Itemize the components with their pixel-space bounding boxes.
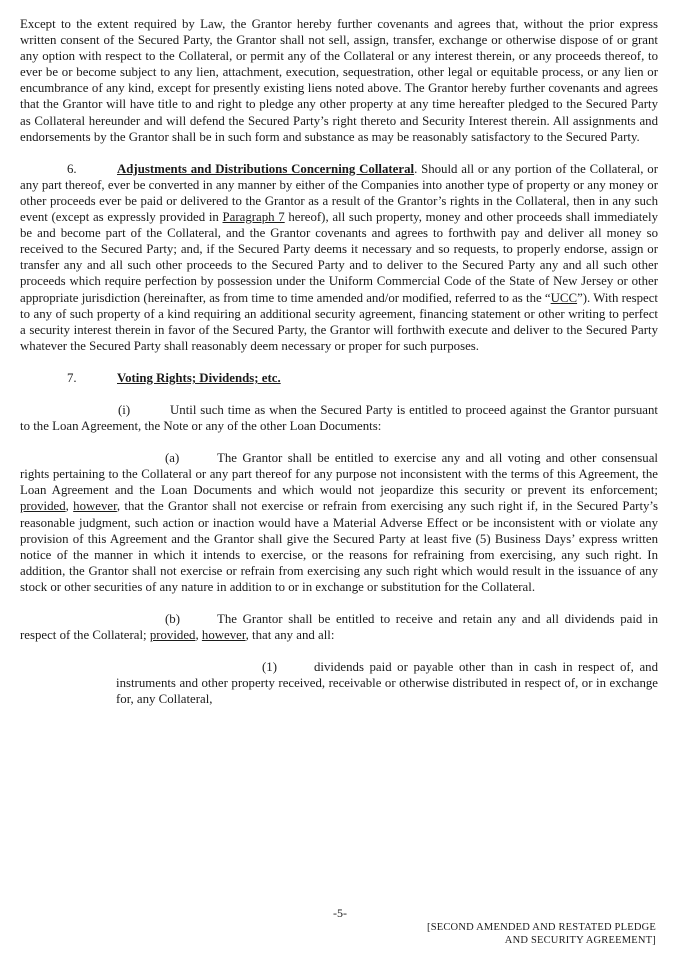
section-6-paragraph [20,161,658,354]
document-reference-line-1: [SECOND AMENDED AND RESTATED PLEDGE [427,922,656,933]
clause-a-label: (a) [165,451,180,466]
however-term: however [73,499,117,514]
clause-i-paragraph [20,402,658,434]
section-6-text-a: . Should all or any portion of the Collateral, or any part thereof, ever be converted in any manner by either of the Companies into another type of property or any money or other proceeds ever be paid or delivered to the Grantor as a result of the Grantor’s rights in the Collateral, then in any such event (except as expressly provided in [20,161,658,225]
section-6-text-b: hereof), all such property, money and other proceeds shall immediately be and become part of the Collateral, and the Grantor covenants and agrees to forthwith pay and deliver all money so received to the Secured Party; and, if the Secured Party deems it necessary and so requests, to properly endorse, assign or transfer any and all such other proceeds to the Secured Party and to deliver to the Secured Party any and all such other proceeds which require perfection by possession under the Uniform Commercial Code of the State of New Jersey or other appropriate jurisdiction (hereinafter, as from time to time amended and/or modified, referred to as the “ [20,210,658,305]
section-7-number: 7. [67,370,77,385]
clause-a-text-1: The Grantor shall be entitled to exercise any and all voting and other consensual rights pertaining to the Collateral or any part thereof for any purpose not inconsistent with the terms of this Agreement, the Loan Agreement and the Loan Documents and which would not jeopardize this security or prevent its enforcement; [20,451,658,498]
however-term-b: however [201,628,246,643]
section-7-heading: Voting Rights; Dividends; etc. [117,370,281,385]
document-page [20,16,658,707]
document-reference-line-2: AND SECURITY AGREEMENT] [504,935,656,946]
comma-b: , [195,628,202,643]
clause-i-text: Until such time as when the Secured Party is entitled to proceed against the Grantor pursuant to the Loan Agreement, the Note or any of the other Loan Documents: [20,402,658,434]
document-reference [427,921,656,947]
comma: , [65,499,74,514]
paragraph-7-reference: Paragraph 7 [222,210,285,225]
clause-a-text-2: , that the Grantor shall not exercise or refrain from exercising any such right if, in the Secured Party’s reasonable judgment, such action or inaction would have a Material Adverse Effect or be inconsistent with or violate any provision of this Agreement and the Grantor shall give the Secured Party at least five (5) Business Days’ express written notice of the manner in which it intends to exercise, or the reasons for refraining from exercising, any such right. In addition, the Grantor shall not exercise or refrain from exercising any such right which would result in the issuance of any stock or other securities of any nature in addition to or in exchange or substitution for the Collateral. [20,499,658,594]
section-6-heading: Adjustments and Distributions Concerning Collateral [117,161,415,176]
clause-b-label: (b) [165,612,180,626]
clause-b-paragraph [20,611,658,643]
clause-b-text-1: The Grantor shall be entitled to receive and retain any and all dividends paid in respect of the Collateral; [20,612,658,643]
section-6-text-c: ”). With respect to any of such property of a kind requiring an additional security agreement, financing statement or other writing to perfect a security interest therein in favor of the Secured Party, the Grantor will forthwith execute and deliver to the Secured Party whatever the Secured Party shall reasonably deem necessary or proper for such purposes. [20,290,658,353]
subclause-1-label: (1) [262,660,277,675]
ucc-term: UCC [550,290,578,305]
provided-term-b: provided [149,628,196,643]
intro-paragraph: Except to the extent required by Law, the Grantor hereby further covenants and agrees that, without the prior express written consent of the Secured Party, the Grantor shall not sell, assign, transfer, exchange or otherwise dispose of or grant any option with respect to the Collateral, or permit any of the Collateral or any interest therein, or any proceeds thereof, to ever be or become subject to any lien, attachment, execution, sequestration, other legal or equitable process, or any lien or encumbrance of any kind, except for presently existing liens noted above. The Grantor hereby further covenants and agrees that the Grantor will have title to and right to pledge any other property at any time hereafter pledged to the Secured Party as Collateral hereunder and will defend the Secured Party’s right thereto and Security Interest therein. All assignments and endorsements by the Grantor shall be in such form and substance as may be reasonably satisfactory to the Secured Party. [20,17,658,144]
section-7-heading-line [67,370,658,386]
section-6-number: 6. [67,161,77,176]
subclause-1-paragraph [20,659,658,707]
clause-a-paragraph [20,450,658,595]
clause-b-text-2: , that any and all: [245,628,335,643]
clause-i-label: (i) [118,402,131,417]
provided-term: provided [20,499,66,514]
page-number: -5- [333,906,347,920]
subclause-1-text: dividends paid or payable other than in cash in respect of, and instruments and other property received, receivable or otherwise distributed in respect of, or in exchange for, any Collateral, [116,660,658,707]
